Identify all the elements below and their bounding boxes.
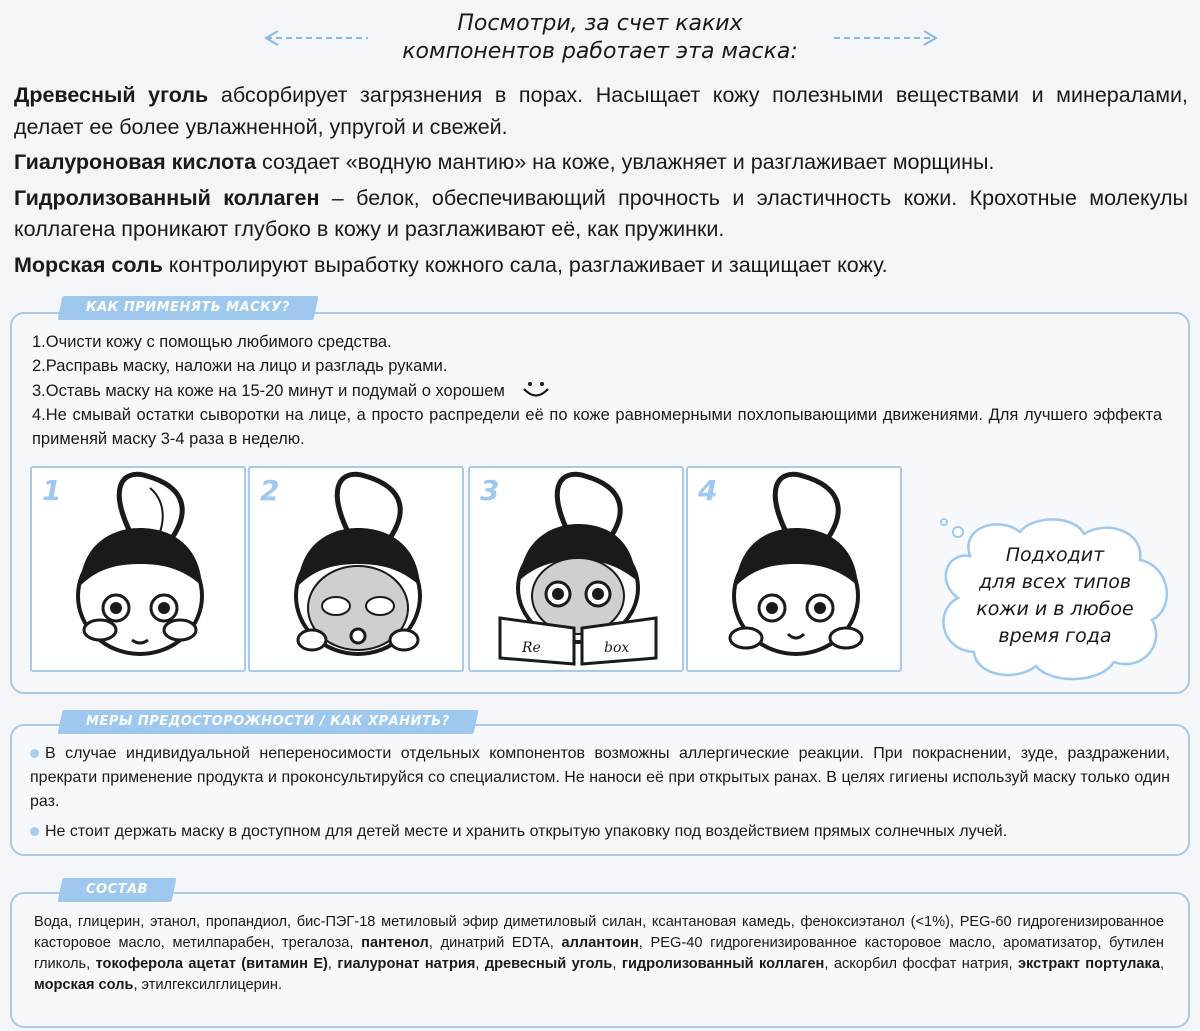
composition-key-ingredient: древесный уголь: [484, 956, 613, 972]
cloud-line: время года: [998, 625, 1112, 647]
composition-run: , аскорбил фосфат натрия,: [824, 956, 1018, 972]
ingredient-charcoal: [14, 80, 1188, 143]
title-line-1: Посмотри, за счет каких: [457, 11, 743, 36]
composition-run: , PEG-40 гидрогенизированное касторовое масло, ароматизатор, бутилен гликоль,: [34, 935, 1164, 972]
ingredient-name: Гидролизованный коллаген: [14, 185, 320, 210]
ingredient-name: Морская соль: [14, 252, 163, 277]
ingredient-hyaluronic: [14, 147, 1188, 179]
girl-cleansing-icon: [32, 468, 244, 670]
page-title: [300, 10, 900, 66]
ingredient-name: Гиалуроновая кислота: [14, 150, 257, 174]
title-line-2: компонентов работает эта маска:: [402, 39, 798, 64]
panel-number: 4: [698, 474, 718, 507]
step-2: 2.Расправь маску, наложи на лицо и разгладь руками.: [32, 357, 448, 375]
usage-badge: КАК ПРИМЕНЯТЬ МАСКУ?: [57, 296, 318, 320]
step-3: [32, 378, 1162, 403]
composition-run: Вода, глицерин, этанол, пропандиол, бис-ПЭГ-18 метиловый эфир диметиловый силан, ксантановая камедь, феноксиэтанол (<1%), PEG-60 гидрогенизированное касторовое масло, метилпарабен, трегалоза,: [34, 914, 1164, 951]
precaution-item: Не стоит держать маску в доступном для детей месте и хранить открытую упаковку под воздействием прямых солнечных лучей.: [30, 820, 1170, 844]
composition-run: ,: [327, 956, 338, 972]
precautions-list: [30, 742, 1170, 850]
usage-steps: [32, 330, 1162, 451]
precautions-badge: МЕРЫ ПРЕДОСТОРОЖНОСТИ / КАК ХРАНИТЬ?: [57, 710, 478, 734]
bullet-icon: [30, 827, 39, 836]
ingredient-description: контролируют выработку кожного сала, разглаживает и защищает кожу.: [162, 252, 888, 277]
ingredient-description: – белок, обеспечивающий прочность и эластичность кожи. Крохотные молекулы коллагена проникают глубоко в кожу и разглаживают её, как пружинки.: [14, 185, 1188, 241]
composition-run: ,: [612, 956, 622, 972]
ingredient-description: абсорбирует загрязнения в порах. Насыщает кожу полезными веществами и минералами, делает ее более увлажненной, упругой и свежей.: [14, 83, 1188, 139]
cloud-line: для всех типов: [978, 571, 1132, 593]
composition-key-ingredient: гиалуронат натрия: [337, 956, 476, 972]
cloud-text: [950, 542, 1160, 650]
composition-key-ingredient: токоферола ацетат (витамин Е): [95, 956, 328, 972]
step-panel-3: [468, 466, 684, 672]
cloud-line: кожи и в любое: [976, 598, 1134, 620]
book-right-text: box: [604, 640, 630, 656]
panel-number: 3: [480, 474, 500, 507]
composition-run: ,: [1159, 956, 1165, 972]
bullet-icon: [30, 749, 39, 758]
cloud-line: Подходит: [1005, 544, 1105, 566]
step-panel-1: [30, 466, 246, 672]
girl-reading-icon: [470, 468, 682, 670]
girl-mask-icon: [250, 468, 462, 670]
panel-number: 2: [260, 474, 280, 507]
composition-run: , динатрий EDTA,: [428, 935, 562, 951]
composition-badge: СОСТАВ: [57, 878, 176, 902]
ingredient-sea-salt: [14, 250, 1188, 282]
girl-patting-icon: [688, 468, 900, 670]
precaution-item: В случае индивидуальной непереносимости отдельных компонентов возможны аллергические реакции. При покраснении, зуде, раздражении, прекрати применение продукта и проконсультируйся со специалистом. Не наноси её при открытых ранах. В целях гигиены используй маску только один раз.: [30, 745, 1170, 810]
panel-number: 1: [42, 474, 62, 507]
book-left-text: Re: [522, 640, 541, 656]
ingredient-description: создает «водную мантию» на коже, увлажняет и разглаживает морщины.: [256, 150, 995, 174]
composition-key-ingredient: пантенол: [361, 935, 429, 951]
step-4: 4.Не смывай остатки сыворотки на лице, а просто распредели её по коже равномерными похлопывающими движениями. Для лучшего эффекта применяй маску 3-4 раза в неделю.: [32, 406, 1162, 448]
composition-key-ingredient: морская соль: [34, 977, 134, 993]
composition-text: [34, 912, 1164, 996]
step-1: 1.Очисти кожу с помощью любимого средства.: [32, 333, 392, 351]
step-panel-4: [686, 466, 902, 672]
composition-key-ingredient: гидролизованный коллаген: [621, 956, 825, 972]
composition-key-ingredient: экстракт портулака: [1017, 956, 1160, 972]
step-panel-2: [248, 466, 464, 672]
step-3-text: 3.Оставь маску на коже на 15-20 минут и подумай о хорошем: [32, 382, 505, 400]
ingredients-list: [14, 80, 1188, 285]
ingredient-name: Древесный уголь: [14, 83, 209, 107]
composition-run: ,: [475, 956, 485, 972]
smile-icon: [519, 378, 553, 400]
composition-key-ingredient: аллантоин: [561, 935, 639, 951]
composition-run: , этилгексилглицерин.: [133, 977, 283, 993]
ingredient-collagen: [14, 183, 1188, 246]
